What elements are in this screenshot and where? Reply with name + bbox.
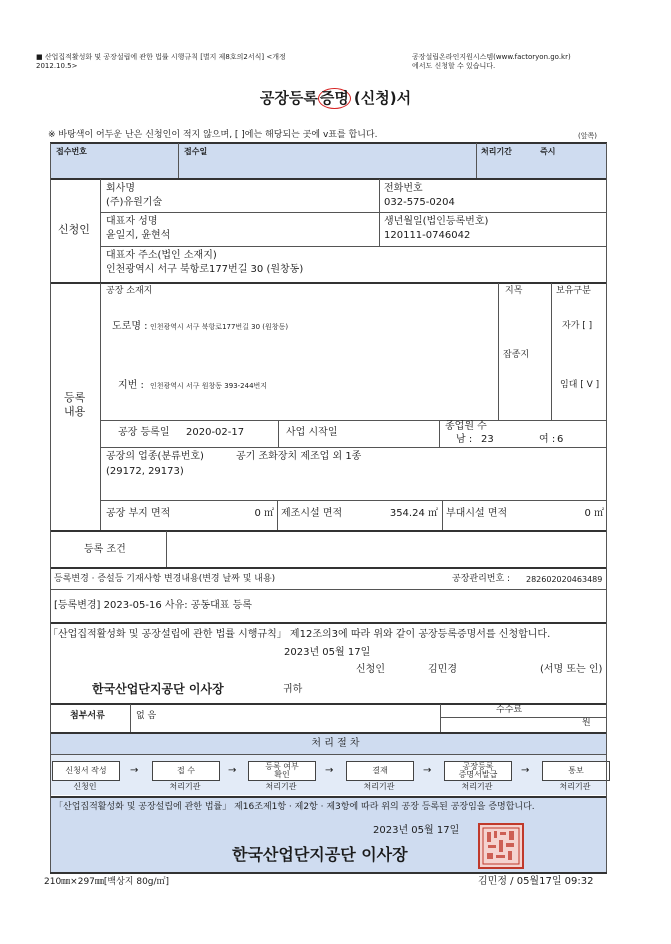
road-address-label: 도로명 :: [112, 321, 148, 332]
issued-by-timestamp: 김민정 / 05월17일 09:32: [478, 876, 594, 887]
frame-right: [606, 143, 607, 872]
registration-section-label-1: 등록: [64, 391, 86, 404]
employees-female-label: 여 :: [539, 434, 556, 445]
process-step-caption: 처리기관: [265, 782, 297, 791]
divider: [277, 500, 278, 530]
process-arrow-icon: →: [228, 765, 237, 776]
birth-reg-label: 생년월일(법인등록번호): [384, 216, 489, 227]
divider: [440, 704, 441, 732]
process-arrow-icon: →: [521, 765, 530, 776]
honorific: 귀하: [283, 684, 303, 695]
rep-address-label: 대표자 주소(법인 소재지): [106, 250, 217, 261]
divider: [498, 283, 499, 420]
legal-reference: ■ 산업집적활성화 및 공장설립에 관한 법률 시행규칙 [별지 제8호의2서식] <개정: [36, 53, 286, 61]
registration-date-label: 공장 등록일: [118, 427, 170, 438]
official-seal-stamp: [478, 823, 524, 869]
rep-address-value: 인천광역시 서구 북항로177번길 30 (원창동): [106, 264, 304, 275]
divider: [439, 420, 440, 447]
factory-mgmt-number-label: 공장관리번호 :: [452, 574, 511, 584]
divider: [100, 179, 101, 282]
process-step-caption: 처리기관: [461, 782, 493, 791]
lot-address-label: 지번 :: [118, 380, 144, 391]
fee-unit: 원: [582, 718, 591, 728]
divider: [278, 420, 279, 447]
phone-label: 전화번호: [384, 183, 423, 194]
birth-reg-value: 120111-0746042: [384, 230, 471, 241]
divider: [50, 567, 607, 569]
site-area-label: 공장 부지 면적: [106, 508, 171, 519]
divider: [100, 420, 607, 421]
employees-male-value: 23: [481, 434, 494, 445]
company-name-label: 회사명: [106, 183, 135, 194]
registration-section-label-2: 내용: [64, 405, 86, 418]
factory-location-label: 공장 소재지: [106, 286, 153, 296]
process-step-box: 접 수: [152, 761, 220, 781]
divider: [379, 179, 380, 247]
process-heading: 처 리 절 차: [311, 738, 360, 749]
divider: [50, 530, 607, 532]
fee-label: 수수료: [496, 705, 523, 715]
divider: [100, 500, 607, 501]
change-history-heading: 등록변경 · 증설등 기재사항 변경내용(변경 날짜 및 내용): [54, 574, 276, 584]
divider: [551, 283, 552, 420]
issuer-name: 한국산업단지공단 이사장: [232, 845, 408, 864]
lot-address-value: 인천광역시 서구 원창동 393-244번지: [150, 382, 268, 390]
signature-note: (서명 또는 인): [540, 664, 603, 675]
ownership-label: 보유구분: [556, 286, 591, 296]
land-category-value: 잡종지: [503, 350, 530, 360]
divider: [100, 212, 607, 213]
table-top-border: [50, 142, 607, 144]
aux-area-value: 0 ㎡: [584, 508, 604, 519]
online-system-note-2: 에서도 신청할 수 있습니다.: [412, 62, 496, 70]
industry-label: 공장의 업종(분류번호): [106, 451, 204, 462]
certification-date: 2023년 05월 17일: [373, 825, 460, 836]
road-address-value: 인천광역시 서구 북항로177번길 30 (원창동): [150, 323, 289, 331]
form-title-circled: 증명: [319, 89, 349, 107]
process-step-caption: 처리기관: [363, 782, 395, 791]
process-step-caption: 신청인: [73, 782, 97, 791]
attachments-value: 없 음: [136, 711, 157, 721]
process-step-box: 통보: [542, 761, 610, 781]
processing-period-value: 즉시: [540, 147, 556, 156]
divider: [178, 143, 179, 178]
form-title: [0, 88, 671, 109]
process-step-box: 신청서 작성: [52, 761, 120, 781]
form-title-part1: 공장등록: [259, 89, 318, 107]
divider: [50, 282, 607, 284]
phone-value: 032-575-0204: [384, 197, 455, 208]
process-step-caption: 처리기관: [559, 782, 591, 791]
aux-area-label: 부대시설 면적: [446, 508, 508, 519]
divider: [476, 143, 477, 178]
processing-period-label: 처리기간: [481, 147, 512, 156]
employees-label: 종업원 수: [445, 421, 487, 432]
applicant-signature-label: 신청인: [356, 664, 385, 675]
registration-conditions-label: 등록 조건: [84, 544, 126, 555]
representative-label: 대표자 성명: [106, 216, 158, 227]
employees-male-label: 남 :: [456, 434, 473, 445]
mfg-area-value: 354.24 ㎡: [389, 508, 438, 519]
seal-pattern: [480, 825, 522, 867]
process-arrow-icon: →: [325, 765, 334, 776]
land-category-label: 지목: [505, 286, 523, 296]
process-arrow-icon: →: [130, 765, 139, 776]
company-name-value: (주)유원기술: [106, 197, 163, 208]
instruction-note: ※ 바탕색이 어두운 난은 신청인이 적지 않으며, [ ]에는 해당되는 곳에 v표를 합니다.: [48, 130, 378, 140]
process-step-box: 공장등록 증명서발급: [444, 761, 512, 781]
process-step-caption: 처리기관: [169, 782, 201, 791]
registration-date-value: 2020-02-17: [186, 427, 245, 438]
request-date: 2023년 05월 17일: [284, 647, 371, 658]
change-history-entry: [등록변경] 2023-05-16 사유: 공동대표 등록: [54, 600, 252, 611]
applicant-name: 김민경: [428, 664, 457, 675]
divider: [100, 447, 607, 448]
legal-reference-date: 2012.10.5>: [36, 62, 78, 70]
divider: [130, 704, 131, 732]
receipt-date-label: 접수일: [184, 147, 208, 156]
divider: [442, 500, 443, 530]
process-step-box: 결재: [346, 761, 414, 781]
process-arrow-icon: →: [423, 765, 432, 776]
online-system-note: 공장설립온라인지원시스템(www.factoryon.go.kr): [412, 53, 571, 61]
ownership-leased-checkbox: 임대 [ V ]: [560, 380, 600, 390]
mfg-area-label: 제조시설 면적: [281, 508, 343, 519]
industry-codes: (29172, 29173): [106, 466, 184, 477]
divider: [50, 622, 607, 624]
business-start-label: 사업 시작일: [286, 427, 338, 438]
certification-statement: 「산업집적활성화 및 공장설립에 관한 법률」 제16조제1항 · 제2항 · 제3항에 따라 위의 공장 등록된 공장임을 증명합니다.: [54, 802, 535, 812]
divider: [100, 283, 101, 530]
divider: [166, 531, 167, 567]
divider: [50, 178, 607, 180]
attachments-label: 첨부서류: [70, 711, 105, 721]
divider: [50, 703, 607, 705]
form-title-part2: (신청)서: [353, 89, 412, 107]
receipt-shaded-row: [50, 143, 607, 178]
process-step-box: 등록 여부 확인: [248, 761, 316, 781]
request-statement: 「산업집적활성화 및 공장설립에 관한 법률 시행규칙」 제12조의3에 따라 위와 같이 공장등록증명서를 신청합니다.: [48, 629, 551, 640]
divider: [100, 246, 607, 247]
paper-spec: 210㎜×297㎜[백상지 80g/㎡]: [44, 877, 170, 887]
divider: [50, 872, 607, 874]
divider: [440, 717, 607, 718]
applicant-section-label: 신청인: [58, 223, 90, 236]
industry-value: 공기 조화장치 제조업 외 1종: [236, 451, 362, 462]
representative-value: 윤일지, 윤현석: [106, 230, 171, 241]
receipt-number-label: 접수번호: [56, 147, 87, 156]
divider: [50, 589, 607, 590]
factory-mgmt-number-value: 282602020463489: [526, 575, 603, 584]
site-area-value: 0 ㎡: [254, 508, 274, 519]
ownership-owned-checkbox: 자가 [ ]: [562, 321, 593, 331]
frame-left: [50, 143, 51, 872]
employees-female-value: 6: [557, 434, 564, 445]
addressee: 한국산업단지공단 이사장: [92, 682, 224, 696]
page-side-note: (앞쪽): [578, 132, 597, 140]
